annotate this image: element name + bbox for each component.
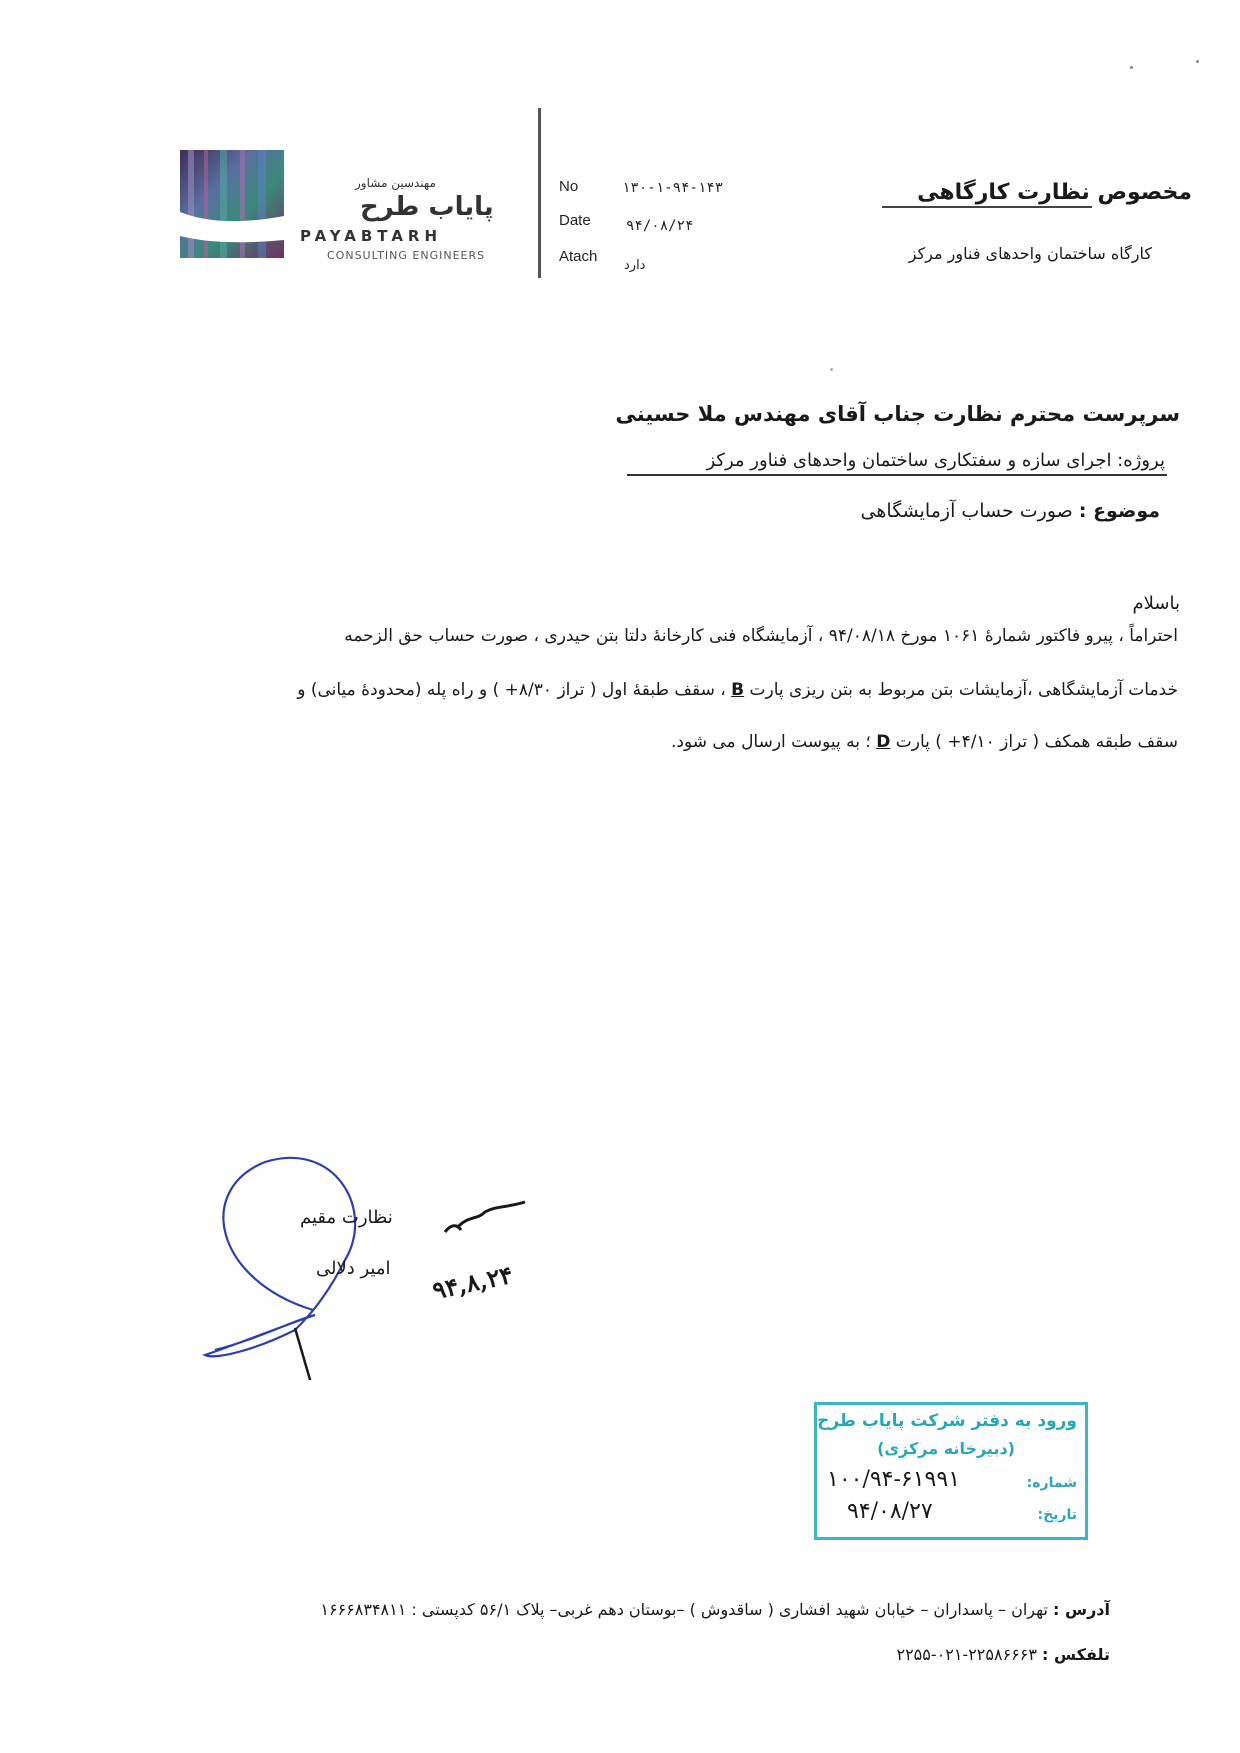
reception-stamp bbox=[814, 1402, 1088, 1540]
subject-text: صورت حساب آزمایشگاهی bbox=[860, 500, 1073, 522]
logo-fa-name: پایاب طرح bbox=[360, 192, 494, 222]
letter-number-label: No bbox=[559, 178, 579, 195]
stamp-title: ورود به دفتر شرکت پایاب طرح bbox=[817, 1411, 1077, 1431]
body-line-3 bbox=[671, 732, 1178, 752]
stamp-subtitle: (دبیرخانه مرکزی) bbox=[877, 1439, 1015, 1458]
scan-speck bbox=[1130, 66, 1133, 69]
body-line-3-after: ؛ به پیوست ارسال می شود. bbox=[670, 732, 871, 752]
footer-address bbox=[320, 1600, 1110, 1619]
stamp-number-label: شماره: bbox=[1026, 1475, 1077, 1491]
address-label: آدرس : bbox=[1053, 1600, 1110, 1619]
footer-telfax bbox=[896, 1645, 1110, 1664]
attachment-label: Atach bbox=[559, 248, 598, 265]
special-supervision-title: مخصوص نظارت کارگاهی bbox=[917, 180, 1192, 205]
letter-date-label: Date bbox=[559, 212, 591, 229]
part-d-label: D bbox=[876, 732, 891, 752]
site-name: کارگاه ساختمان واحدهای فناور مرکز bbox=[908, 244, 1152, 263]
body-line-2-before: خدمات آزمایشگاهی ،آزمایشات بتن مربوط به بتن ریزی پارت bbox=[749, 680, 1178, 700]
signature-date: ۹۴,۸,۲۴ bbox=[429, 1259, 516, 1306]
greeting: باسلام bbox=[1132, 593, 1180, 614]
attachment-value: دارد bbox=[624, 258, 646, 273]
logo-en-subtitle: CONSULTING ENGINEERS bbox=[327, 249, 486, 262]
part-b-label: B bbox=[731, 680, 745, 700]
subject-label: موضوع : bbox=[1078, 500, 1160, 522]
stamp-number-value: ۱۰۰/۹۴-۶۱۹۹۱ bbox=[827, 1467, 961, 1492]
logo-mark-icon bbox=[180, 150, 284, 258]
scan-speck bbox=[830, 368, 833, 371]
letter-number-value: ۱۳۰-۱-۹۴-۱۴۳ bbox=[622, 180, 724, 196]
subject-line bbox=[861, 500, 1160, 522]
body-line-2 bbox=[297, 680, 1178, 700]
stamp-date-label: تاریخ: bbox=[1037, 1507, 1077, 1523]
company-logo-mark bbox=[180, 150, 284, 258]
logo-en-name: PAYABTARH bbox=[300, 227, 443, 245]
signature-role: نظارت مقیم bbox=[300, 1207, 393, 1228]
body-line-3-before: سقف طبقه همکف ( تراز ۴/۱۰+ ) پارت bbox=[895, 732, 1178, 752]
project-line: پروژه: اجرای سازه و سفتکاری ساختمان واحدهای فناور مرکز bbox=[706, 450, 1165, 471]
project-underline bbox=[627, 474, 1167, 476]
address-text: تهران – پاسداران – خیابان شهید افشاری ( ساقدوش ) –بوستان دهم غربی– پلاک ۵۶/۱ کدپستی : ۱۶۶۶۸۳۴۸۱۱ bbox=[320, 1600, 1048, 1619]
header-divider bbox=[538, 108, 541, 278]
body-line-1: احتراماً ، پیرو فاکتور شمارهٔ ۱۰۶۱ مورخ ۹۴/۰۸/۱۸ ، آزمایشگاه فنی کارخانهٔ دلتا بتن حیدری ، صورت حساب حق الزحمه bbox=[344, 626, 1178, 646]
scan-speck bbox=[1196, 60, 1199, 63]
logo-fa-small-text: مهندسین مشاور bbox=[355, 176, 436, 190]
telfax-label: تلفکس : bbox=[1042, 1645, 1110, 1664]
title-underline bbox=[882, 206, 1092, 208]
telfax-number: ۲۲۵۸۶۶۶۳-۰۲۱-۲۲۵۵ bbox=[896, 1645, 1037, 1664]
letter-date-value: ۹۴/۰۸/۲۴ bbox=[626, 218, 694, 234]
stamp-date-value: ۹۴/۰۸/۲۷ bbox=[847, 1499, 933, 1524]
body-line-2-after: ، سقف طبقهٔ اول ( تراز ۸/۳۰+ ) و راه پله (محدودهٔ میانی) و bbox=[297, 680, 726, 700]
signature-name: امیر دلالی bbox=[316, 1258, 391, 1279]
recipient: سرپرست محترم نظارت جناب آقای مهندس ملا حسینی bbox=[615, 402, 1180, 426]
